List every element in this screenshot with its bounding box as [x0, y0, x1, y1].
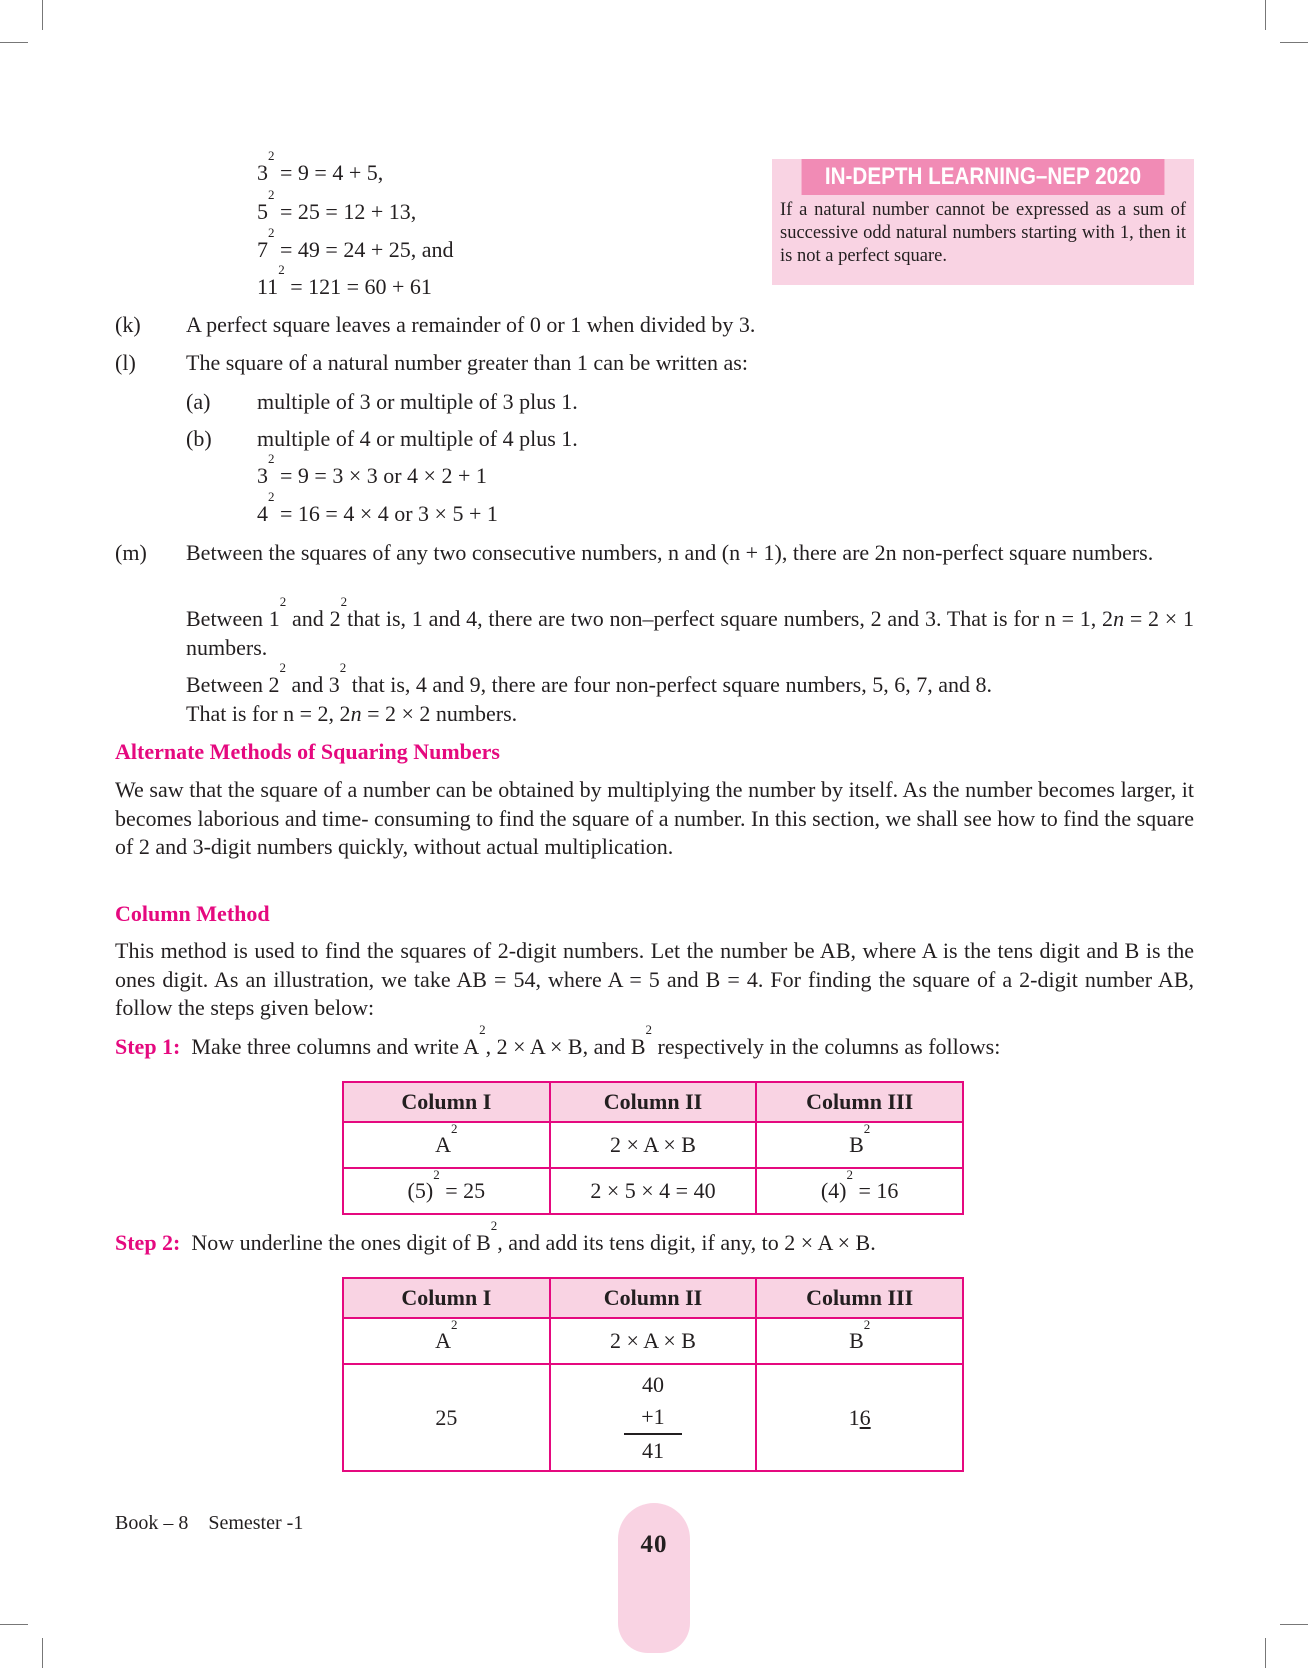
paragraph: Between $1^2$ and $2^2that$ is, 1 and 4, there are two non–perfect square numbers, 2 and 3. That is for n = 1, 2n = 2 × 1 numbers.: [186, 594, 1194, 660]
carry: +1: [624, 1401, 682, 1435]
addend: 40: [641, 1371, 664, 1397]
section-heading: Column Method: [115, 901, 270, 926]
table-row: [343, 1364, 963, 1471]
item-text: The square of a natural number greater than 1 can be written as:: [186, 350, 748, 375]
step-2: Step 2: Now underline the ones digit of $B^2$, and add its tens digit, if any, to 2 × A × B.: [115, 1218, 876, 1255]
table-cell: $(4)^2 = 16$: [756, 1168, 963, 1214]
crop-mark: [0, 1624, 28, 1625]
equation: $4^2 = 16 = 4 \times 4$ or 3 × 5 + 1: [257, 489, 498, 526]
paragraph: Between $2^2$ and $3^2$ that is, 4 and 9, there are four non-perfect square numbers, 5, 6, 7, and 8. That is for n = 2, 2n = 2 × 2 numbers.: [186, 660, 992, 726]
table-cell: $B^2$: [756, 1318, 963, 1364]
table-row: [343, 1122, 963, 1168]
equation: $3^2 = 9 = 4 + 5$,: [257, 148, 384, 185]
table-cell: 16: [756, 1364, 963, 1471]
item-text: A perfect square leaves a remainder of 0 or 1 when divided by 3.: [186, 312, 756, 337]
table-header: Column I: [343, 1278, 550, 1318]
table-header-row: [343, 1278, 963, 1318]
page-number: 40: [640, 1531, 668, 1558]
crop-mark: [1280, 42, 1308, 43]
page-number-tab: [618, 1503, 690, 1653]
paragraph: This method is used to find the squares of 2-digit numbers. Let the number be AB, where A is the tens digit and B is the ones digit. As an illustration, we take AB = 54, where A = 5 and B = 4. For finding the square of a 2-digit number AB, follow the steps given below:: [115, 938, 1194, 1020]
underlined-ones-digit: 6: [859, 1404, 871, 1430]
table-cell: 2 × 5 × 4 = 40: [550, 1168, 757, 1214]
crop-mark: [42, 1638, 43, 1668]
paragraph: We saw that the square of a number can be obtained by multiplying the number by itself. As the number becomes larger, it becomes laborious and time- consuming to find the square of a number. In this section, we shall see how to find the square of 2 and 3-digit numbers quickly, without actual multiplication.: [115, 777, 1194, 859]
table-header: Column I: [343, 1082, 550, 1122]
item-text: Between the squares of any two consecutive numbers, n and (n + 1), there are 2n non-perfect square numbers.: [186, 540, 1154, 565]
info-box-text: If a natural number cannot be expressed as a sum of successive odd natural numbers starting with 1, then it is not a perfect square.: [780, 200, 1186, 266]
table-row: [343, 1168, 963, 1214]
item-label: (k): [115, 312, 141, 337]
equation: $11^2 = 121 = 60 + 61$: [257, 262, 432, 299]
footer-book: Book – 8 Semester -1: [115, 1512, 304, 1534]
info-box-title: IN-DEPTH LEARNING–NEP 2020: [802, 159, 1165, 195]
crop-mark: [0, 42, 28, 43]
crop-mark: [1280, 1624, 1308, 1625]
column-table-1: [342, 1081, 964, 1215]
subitem-text: multiple of 4 or multiple of 4 plus 1.: [257, 426, 578, 451]
crop-mark: [1265, 1638, 1266, 1668]
section-heading: Alternate Methods of Squaring Numbers: [115, 739, 500, 764]
subitem-label: (b): [186, 426, 212, 451]
table-cell: 25: [343, 1364, 550, 1471]
table-header: Column III: [756, 1278, 963, 1318]
item-label: (m): [115, 540, 147, 565]
item-label: (l): [115, 350, 136, 375]
equation: $5^2 = 25 = 12 + 13$,: [257, 187, 417, 224]
subitem-label: (a): [186, 389, 211, 414]
crop-mark: [1265, 0, 1266, 30]
table-cell: 2 × A × B: [550, 1318, 757, 1364]
table-cell: 2 × A × B: [550, 1122, 757, 1168]
table-cell: $A^2$: [343, 1318, 550, 1364]
table-header: Column III: [756, 1082, 963, 1122]
table-row: [343, 1318, 963, 1364]
table-header: Column II: [550, 1278, 757, 1318]
table-cell: $B^2$: [756, 1122, 963, 1168]
table-header: Column II: [550, 1082, 757, 1122]
info-box: [772, 159, 1194, 285]
table-cell: $(5)^2 = 25$: [343, 1168, 550, 1214]
step-1: Step 1: Make three columns and write $A^2$, 2 × A × B, and $B^2$ respectively in the columns as follows:: [115, 1022, 1001, 1059]
subitem-text: multiple of 3 or multiple of 3 plus 1.: [257, 389, 578, 414]
column-table-2: [342, 1277, 964, 1472]
table-cell: [550, 1364, 757, 1471]
sum: 41: [641, 1437, 664, 1463]
table-header-row: [343, 1082, 963, 1122]
equation: $7^2 = 49 = 24 + 25$, and: [257, 225, 454, 262]
table-cell: $A^2$: [343, 1122, 550, 1168]
crop-mark: [42, 0, 43, 30]
equation: $3^2 = 9 = 3 \times 3$ or 4 × 2 + 1: [257, 451, 487, 488]
